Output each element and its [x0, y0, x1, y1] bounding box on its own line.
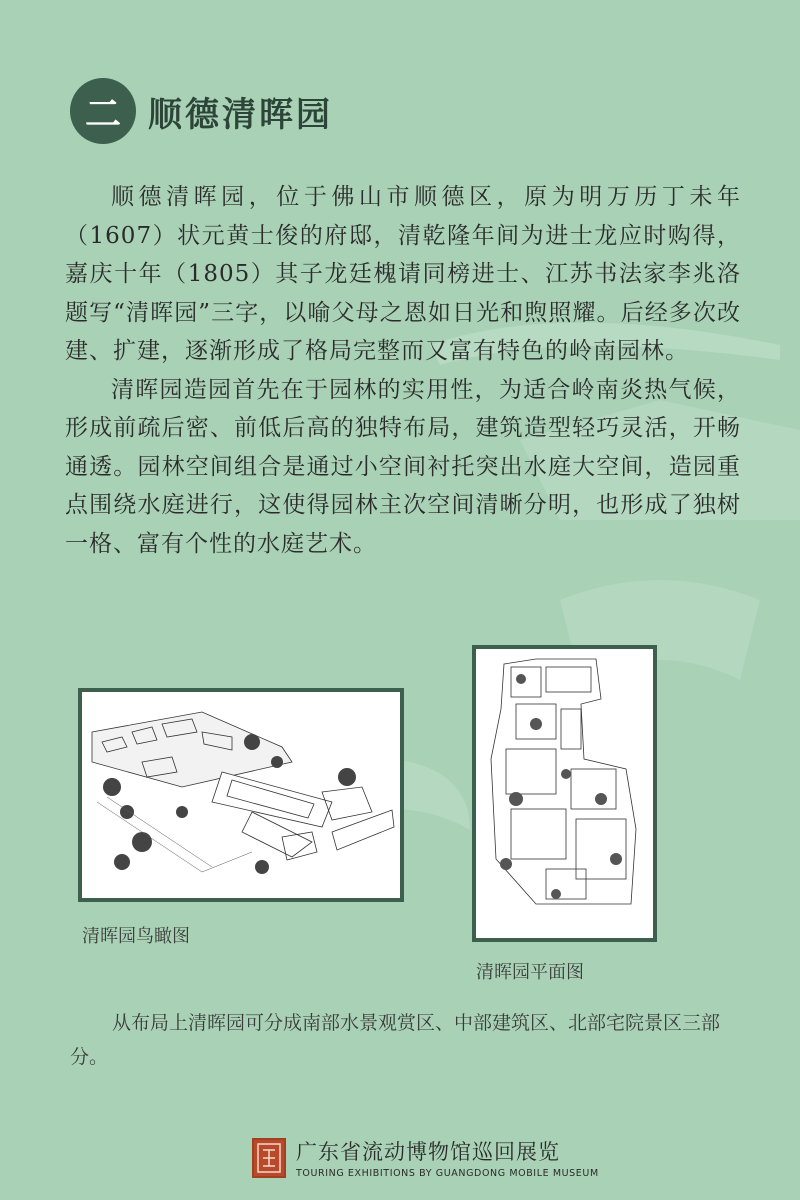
aerial-view-image — [78, 688, 404, 902]
museum-name-en: TOURING EXHIBITIONS BY GUANGDONG MOBILE MUSEUM — [296, 1168, 599, 1179]
plan-view-drawing — [476, 649, 653, 938]
footer — [252, 1136, 599, 1179]
body-text — [65, 178, 741, 563]
plan-view-image — [472, 645, 657, 942]
footer-text — [296, 1136, 599, 1179]
paragraph-design: 清晖园造园首先在于园林的实用性，为适合岭南炎热气候，形成前疏后密、前低后高的独特布局，建筑造型轻巧灵活，开畅通透。园林空间组合是通过小空间衬托突出水庭大空间，造园重点围绕水庭进行，这使得园林主次空间清晰分明，也形成了独树一格、富有个性的水庭艺术。 — [65, 376, 741, 557]
museum-name-cn: 广东省流动博物馆巡回展览 — [296, 1140, 560, 1164]
layout-note: 从布局上清晖园可分成南部水景观赏区、中部建筑区、北部宅院景区三部分。 — [70, 1012, 721, 1068]
section-heading — [70, 78, 333, 144]
paragraph-history: 顺德清晖园，位于佛山市顺德区，原为明万历丁未年（1607）状元黄士俊的府邸，清乾隆年间为进士龙应时购得，嘉庆十年（1805）其子龙廷槐请同榜进士、江苏书法家李兆洛题写“清晖园”三字，以喻父母之恩如日光和煦照耀。后经多次改建、扩建，逐渐形成了格局完整而又富有特色的岭南园林。 — [65, 184, 741, 364]
aerial-view-drawing — [82, 692, 400, 898]
plan-view-caption: 清晖园平面图 — [476, 962, 584, 983]
section-title: 顺德清晖园 — [148, 94, 333, 135]
aerial-view-caption: 清晖园鸟瞰图 — [82, 926, 190, 947]
museum-seal-icon — [252, 1138, 286, 1178]
section-number-badge: 二 — [70, 78, 136, 144]
